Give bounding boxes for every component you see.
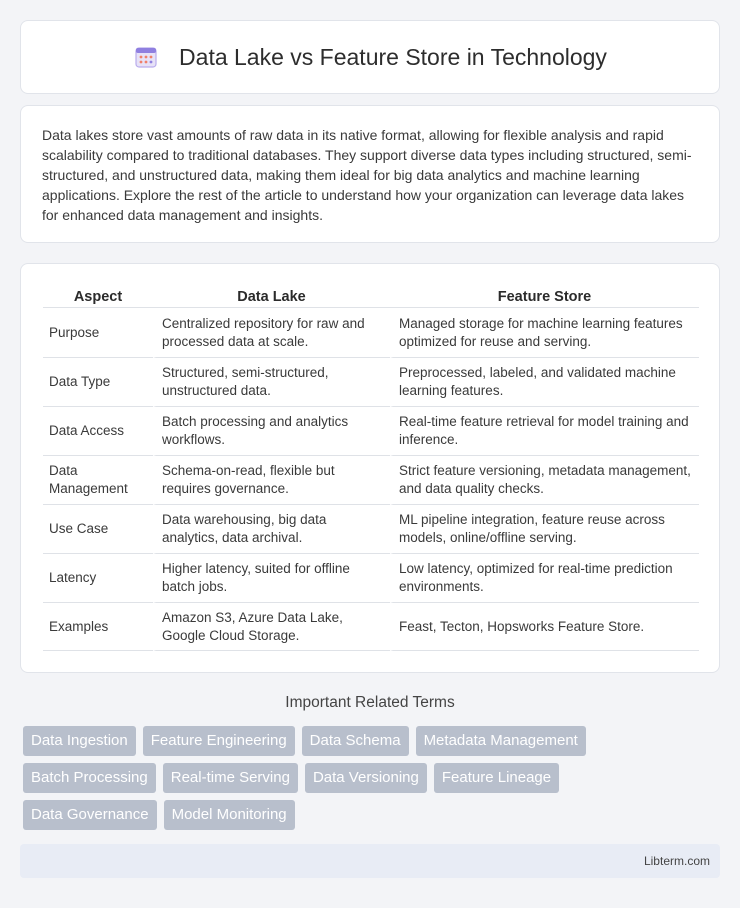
related-term-tag[interactable]: Real-time Serving	[163, 763, 298, 793]
table-cell: Purpose	[49, 324, 100, 340]
table-cell: Use Case	[43, 504, 153, 553]
table-cell: ML pipeline integration, feature reuse across models, online/offline serving.	[390, 504, 699, 553]
related-term-tag[interactable]: Batch Processing	[23, 763, 156, 793]
table-cell: Schema-on-read, flexible but requires governance.	[153, 455, 390, 504]
column-header: Aspect	[43, 286, 153, 308]
table-cell: Real-time feature retrieval for model training and inference.	[390, 406, 699, 455]
table-cell: Data Access	[43, 406, 153, 455]
table-row	[43, 308, 699, 357]
table-cell: Batch processing and analytics workflows.	[153, 406, 390, 455]
table-cell: Feast, Tecton, Hopsworks Feature Store.	[390, 602, 699, 651]
related-term-tag[interactable]: Data Schema	[302, 726, 409, 756]
table-cell: Strict feature versioning, metadata management, and data quality checks.	[390, 455, 699, 504]
footer-brand: Libterm.com	[643, 854, 710, 868]
table-cell: Examples	[43, 602, 153, 651]
table-cell: Centralized repository for raw and processed data at scale.	[153, 308, 390, 357]
table-cell: Higher latency, suited for offline batch jobs.	[153, 553, 390, 602]
related-terms-title: Important Related Terms	[285, 694, 455, 711]
table-cell: Data Management	[43, 455, 153, 504]
comparison-table	[43, 286, 699, 651]
table-cell: Data warehousing, big data analytics, data archival.	[153, 504, 390, 553]
page-title: Data Lake vs Feature Store in Technology	[179, 43, 607, 70]
table-row	[43, 357, 699, 406]
table-cell: Preprocessed, labeled, and validated machine learning features.	[390, 357, 699, 406]
comparison-card	[20, 263, 720, 673]
table-row	[43, 602, 699, 651]
calendar-grid-icon	[133, 44, 159, 70]
table-cell: Managed storage for machine learning features optimized for reuse and serving.	[390, 308, 699, 357]
tag-row	[23, 800, 723, 830]
related-term-tag[interactable]: Data Governance	[23, 800, 157, 830]
title-card	[20, 20, 720, 94]
related-term-tag[interactable]: Feature Lineage	[434, 763, 559, 793]
related-terms-list	[23, 726, 723, 837]
intro-card	[20, 105, 720, 243]
related-term-tag[interactable]: Feature Engineering	[143, 726, 295, 756]
table-cell: Low latency, optimized for real-time prediction environments.	[390, 553, 699, 602]
column-header: Feature Store	[390, 286, 699, 308]
related-term-tag[interactable]: Model Monitoring	[164, 800, 295, 830]
tag-row	[23, 726, 723, 756]
related-term-tag[interactable]: Data Ingestion	[23, 726, 136, 756]
related-term-tag[interactable]: Data Versioning	[305, 763, 427, 793]
table-cell: Data Type	[43, 357, 153, 406]
table-row	[43, 504, 699, 553]
intro-paragraph: Data lakes store vast amounts of raw data in its native format, allowing for flexible analysis and rapid scalability compared to traditional databases. They support diverse data types including structured, semi-structured, and unstructured data, making them ideal for big data analytics and machine learning applications. Explore the rest of the article to understand how your organization can leverage data lakes for enhanced data management and insights.	[42, 127, 692, 223]
table-cell: Latency	[43, 553, 153, 602]
table-row	[43, 553, 699, 602]
related-term-tag[interactable]: Metadata Management	[416, 726, 586, 756]
footer	[20, 844, 720, 878]
table-cell: Structured, semi-structured, unstructured data.	[153, 357, 390, 406]
tag-row	[23, 763, 723, 793]
table-row	[43, 406, 699, 455]
table-header-row	[43, 286, 699, 308]
table-cell: Amazon S3, Azure Data Lake, Google Cloud Storage.	[153, 602, 390, 651]
column-header: Data Lake	[153, 286, 390, 308]
table-row	[43, 455, 699, 504]
